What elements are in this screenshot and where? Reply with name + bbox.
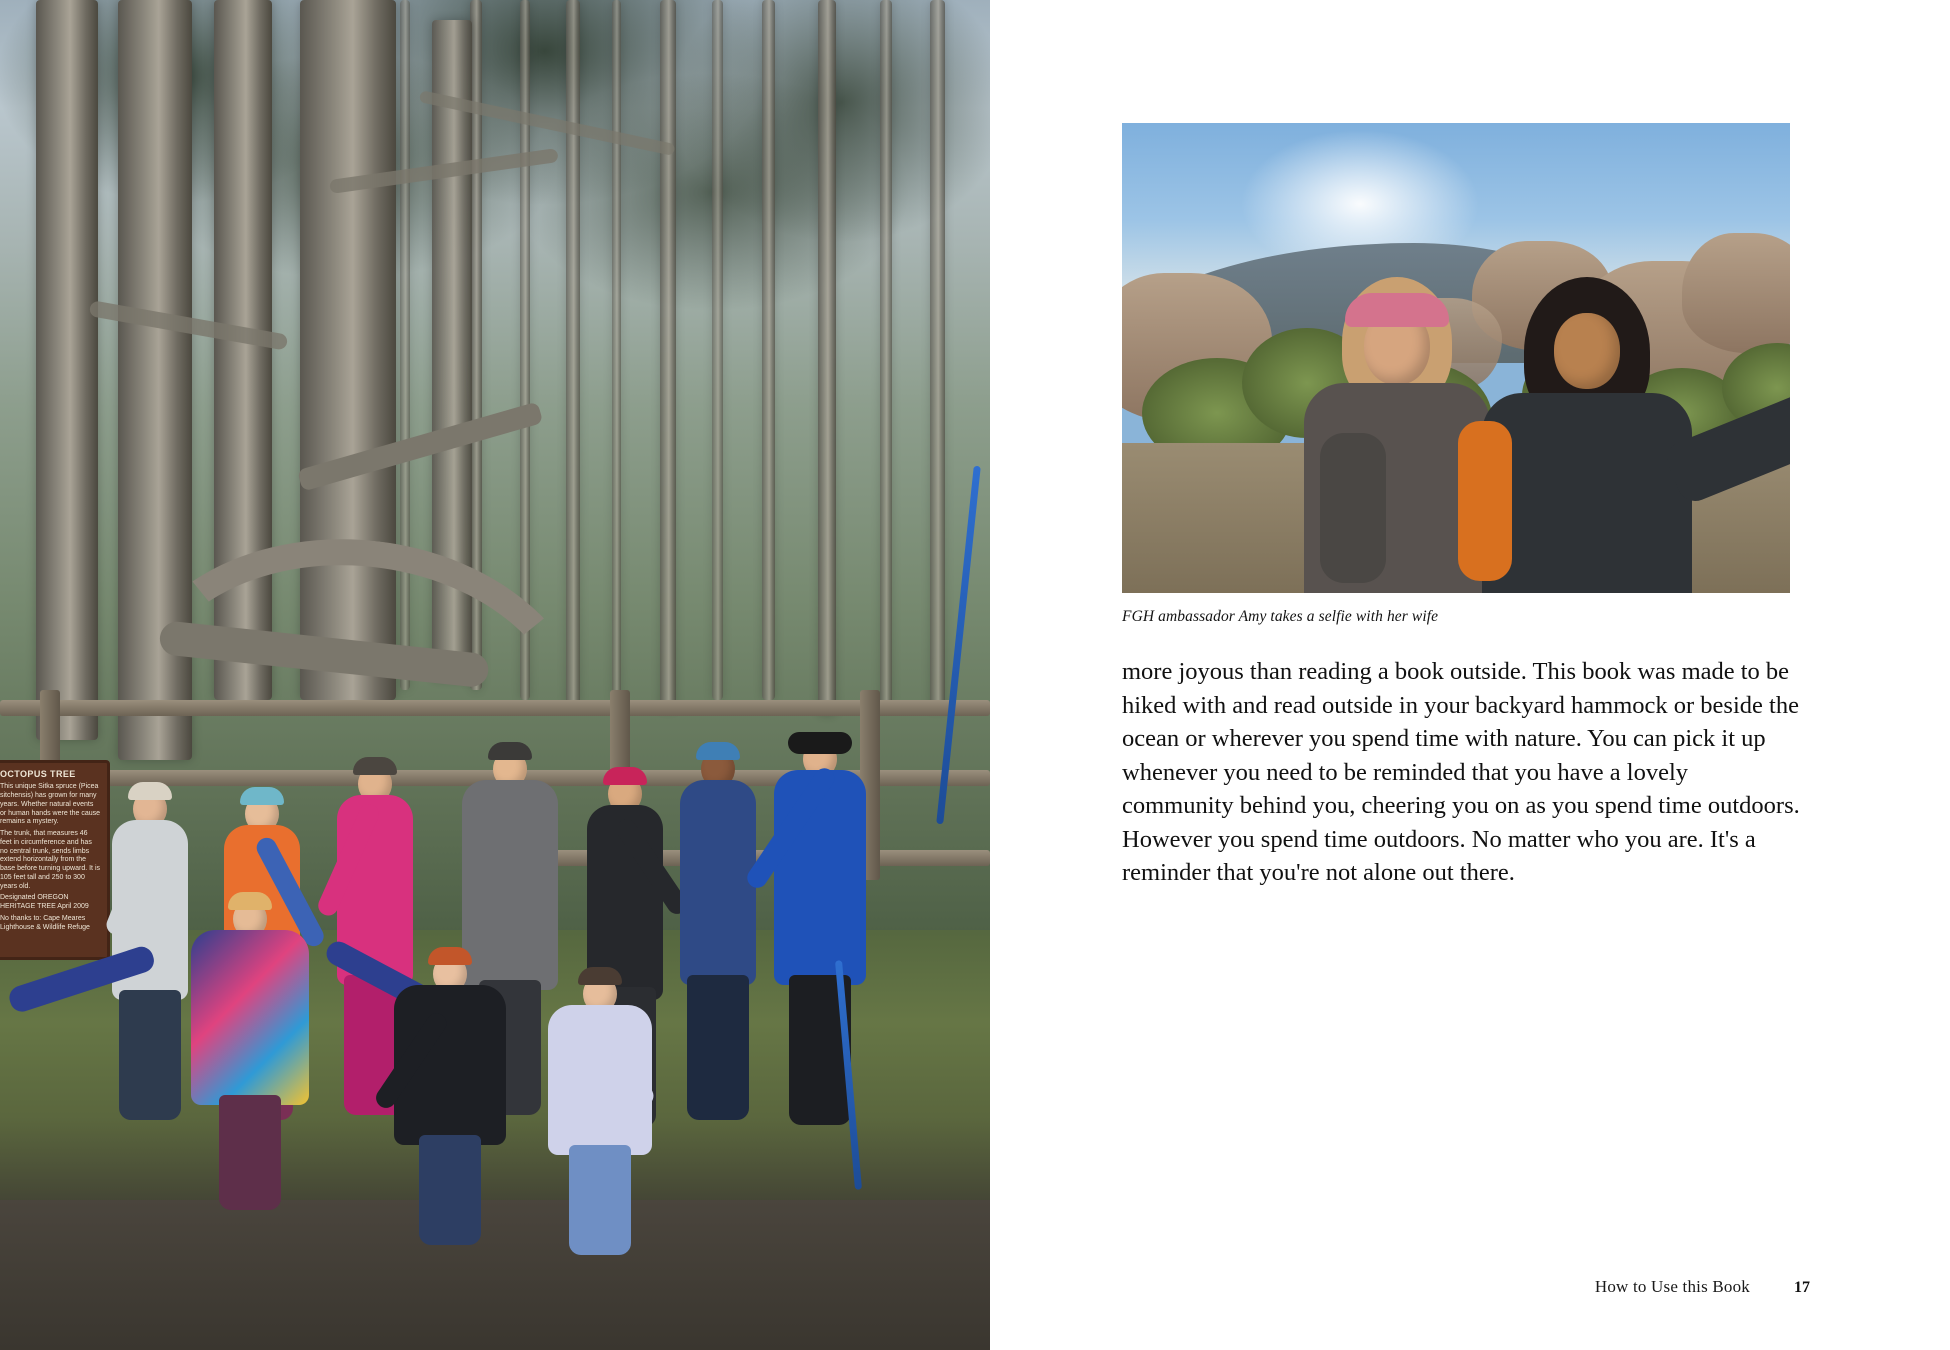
hiker-sun-hat — [788, 732, 852, 754]
hiker-hair — [428, 947, 472, 965]
selfie-person-right — [1472, 271, 1702, 593]
fence-rail — [0, 700, 990, 716]
sign-line: Designated OREGON HERITAGE TREE April 2009 — [0, 894, 89, 910]
hiker-legs — [419, 1135, 481, 1245]
backpack-strap — [1458, 421, 1512, 581]
hiker-hair — [353, 757, 397, 775]
backpack-strap — [1320, 433, 1386, 583]
right-page — [990, 0, 1950, 1350]
hiker-hair — [578, 967, 622, 985]
photo-caption: FGH ambassador Amy takes a selfie with her wife — [1122, 608, 1439, 625]
tree-trunk — [818, 0, 836, 715]
octopus-tree-trunk — [36, 0, 98, 740]
tree-trunk — [612, 0, 621, 700]
tree-trunk — [712, 0, 723, 700]
tree-trunk — [880, 0, 892, 705]
page-footer — [1595, 1277, 1810, 1297]
hiker-torso — [462, 780, 558, 990]
tree-trunk — [660, 0, 676, 710]
hiker-hair — [228, 892, 272, 910]
hiker-hair — [488, 742, 532, 760]
tree-trunk — [566, 0, 580, 705]
octopus-tree-interpretive-sign — [0, 760, 110, 960]
sign-line: The trunk, that measures 46 feet in circumference and has no central trunk, sends limbs extend horizontally from the base before turning upward. It is 105 feet tall and 250 to 300 years old. — [0, 830, 101, 890]
hiker-legs — [569, 1145, 631, 1255]
hiker-torso — [680, 780, 756, 985]
sign-line: This unique Sitka spruce (Picea sitchensis) has grown for many years. Whether natural events or human hands were the cause remains a mystery. — [0, 783, 101, 826]
page-number: 17 — [1794, 1279, 1810, 1296]
tree-trunk — [762, 0, 775, 700]
tree-trunk — [930, 0, 945, 710]
tree-trunk — [520, 0, 530, 700]
hiker-hood — [696, 742, 740, 760]
hiker-hat — [128, 782, 172, 800]
footer-chapter-title: How to Use this Book — [1594, 1277, 1750, 1296]
sign-line: No thanks to: Cape Meares Lighthouse & Wildlife Refuge — [0, 914, 90, 931]
hiker-legs — [219, 1095, 281, 1210]
hiker-cap — [603, 767, 647, 785]
face — [1554, 313, 1620, 389]
hiker-torso — [191, 930, 309, 1105]
body-paragraph: more joyous than reading a book outside. This book was made to be hiked with and read outside in your backyard hammock or beside the ocean or wherever you spend time with nature. You can pick it up whenever you need to be reminded that you have a lovely community behind you, cheering you on as you spend time outdoors. However you spend time outdoors. No matter who you are. It's a reminder that you're not alone out there. — [1122, 658, 1800, 887]
hiker-beanie — [240, 787, 284, 805]
hiker-legs — [119, 990, 181, 1120]
selfie-photo-amy-and-wife — [1122, 123, 1790, 593]
hiker-legs — [687, 975, 749, 1120]
sign-title: OCTOPUS TREE — [0, 769, 76, 779]
baseball-cap — [1345, 293, 1449, 327]
dirt-trail — [0, 1200, 990, 1350]
jacket — [1482, 393, 1692, 593]
